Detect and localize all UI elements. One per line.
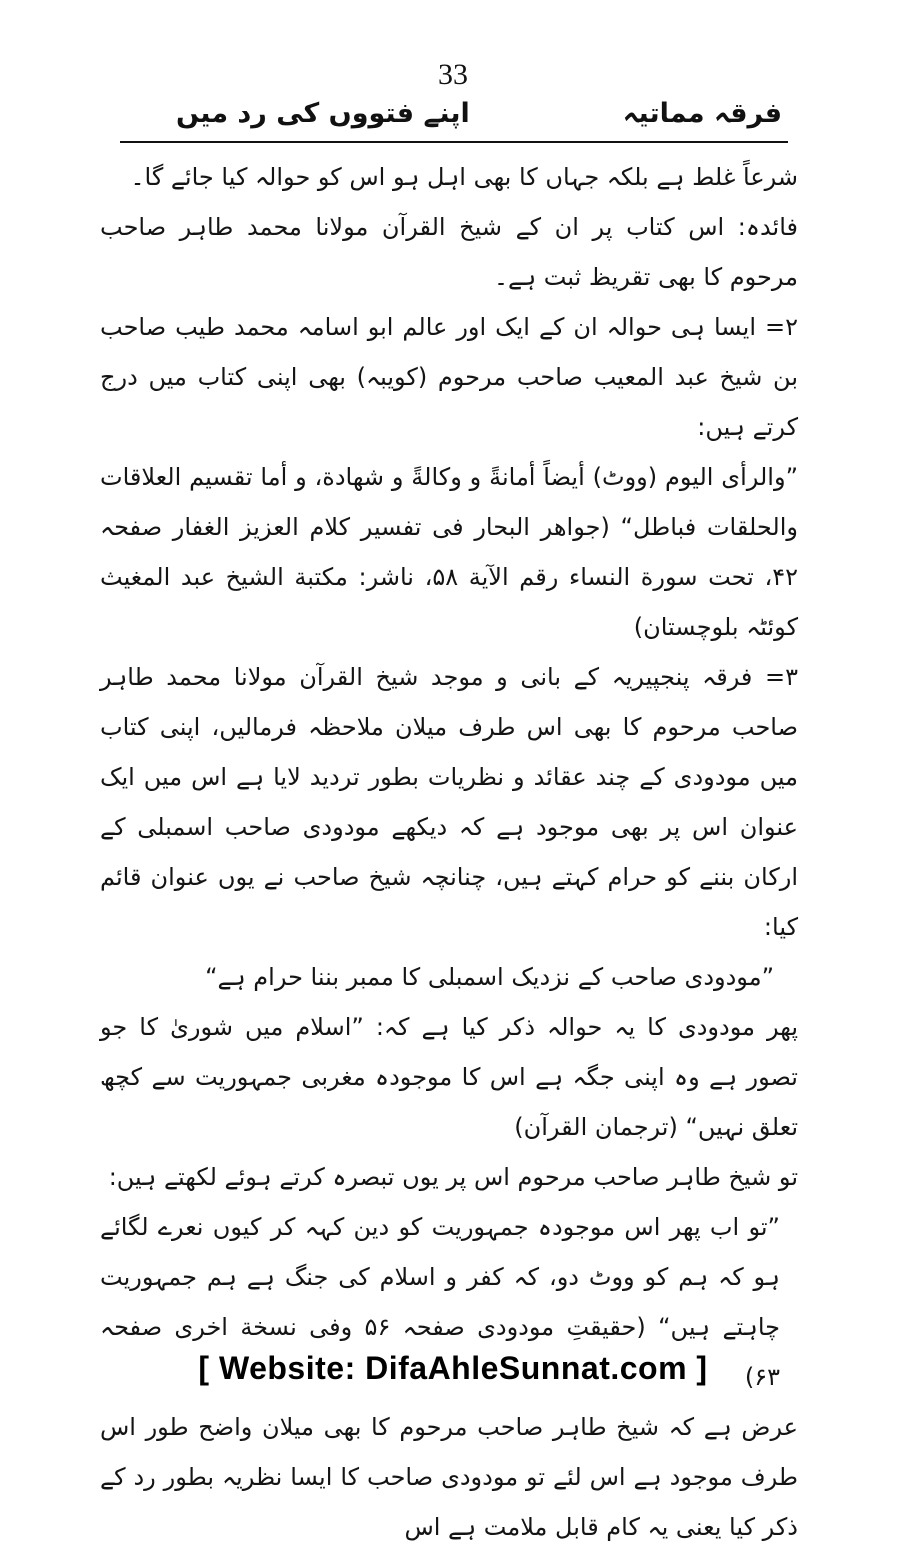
arabic-quote: ”والرأی الیوم (ووٹ) أیضاً أمانةً و وکالةً و شهادة، و أما تقسیم العلاقات والحلقات فباطل“ (جواھر البحار فی تفسیر کلام العزیز الغفار صفحہ ۴۲، تحت سورة النساء رقم الآیة ۵۸، ناشر: مکتبة الشیخ عبد المغیث کوئٹہ بلوچستان): [100, 463, 798, 641]
paragraph: ۳= فرقہ پنجپیریہ کے بانی و موجد شیخ القرآن مولانا محمد طاہر صاحب مرحوم کا بھی اس طرف میلان ملاحظہ فرمالیں، اپنی کتاب میں مودودی کے چند عقائد و نظریات بطور تردید لایا ہے اس میں ایک عنوان اس پر بھی موجود ہے کہ دیکھے مودودی صاحب اسمبلی کے ارکان بننے کو حرام کہتے ہیں، چنانچہ شیخ صاحب نے یوں عنوان قائم کیا:: [100, 663, 798, 941]
quoted-heading: ”مودودی صاحب کے نزدیک اسمبلی کا ممبر بننا حرام ہے“: [205, 963, 774, 991]
page-body: [100, 152, 798, 1552]
paragraph: عرض ہے کہ شیخ طاہر صاحب مرحوم کا بھی میلان واضح طور اس طرف موجود ہے اس لئے تو مودودی صاحب کا ایسا نظریہ بطور رد کے ذکر کیا یعنی یہ کام قابل ملامت ہے اس: [100, 1413, 798, 1541]
paragraph: پھر مودودی کا یہ حوالہ ذکر کیا ہے کہ: ”اسلام میں شوریٰ کا جو تصور ہے وہ اپنی جگہ ہے اس کا موجودہ مغربی جمہوریت سے کچھ تعلق نہیں“ (ترجمان القرآن): [100, 1013, 798, 1141]
header-chapter-title: اپنے فتووں کی رد میں: [176, 98, 470, 129]
paragraph: تو شیخ طاہر صاحب مرحوم اس پر یوں تبصرہ کرتے ہوئے لکھتے ہیں:: [108, 1163, 798, 1191]
paragraph: شرعاً غلط ہے بلکہ جہاں کا بھی اہل ہو اس کو حوالہ کیا جائے گا۔: [130, 163, 798, 191]
header-divider: [120, 141, 788, 143]
header-book-title: فرقہ مماتیہ: [622, 98, 782, 129]
page-header: [176, 98, 782, 138]
website-watermark-text: [ Website: DifaAhleSunnat.com ]: [198, 1350, 708, 1386]
block-quote: ”تو اب پھر اس موجودہ جمہوریت کو دین کہہ کر کیوں نعرے لگائے ہو کہ ہم کو ووٹ دو، کہ کفر و اسلام کی جنگ ہے ہم جمہوریت چاہتے ہیں“ (حقیقتِ مودودی صفحہ ۵۶ وفی نسخة اخری صفحہ ۶۳): [100, 1213, 780, 1391]
paragraph: فائدہ: اس کتاب پر ان کے شیخ القرآن مولانا محمد طاہر صاحب مرحوم کا بھی تقریظ ثبت ہے۔: [100, 213, 798, 291]
website-watermark: [0, 1350, 906, 1387]
paragraph: ۲= ایسا ہی حوالہ ان کے ایک اور عالم ابو اسامہ محمد طیب صاحب بن شیخ عبد المعیب صاحب مرحوم (کویبہ) بھی اپنی کتاب میں درج کرتے ہیں:: [100, 313, 798, 441]
page-number: 33: [438, 58, 468, 91]
